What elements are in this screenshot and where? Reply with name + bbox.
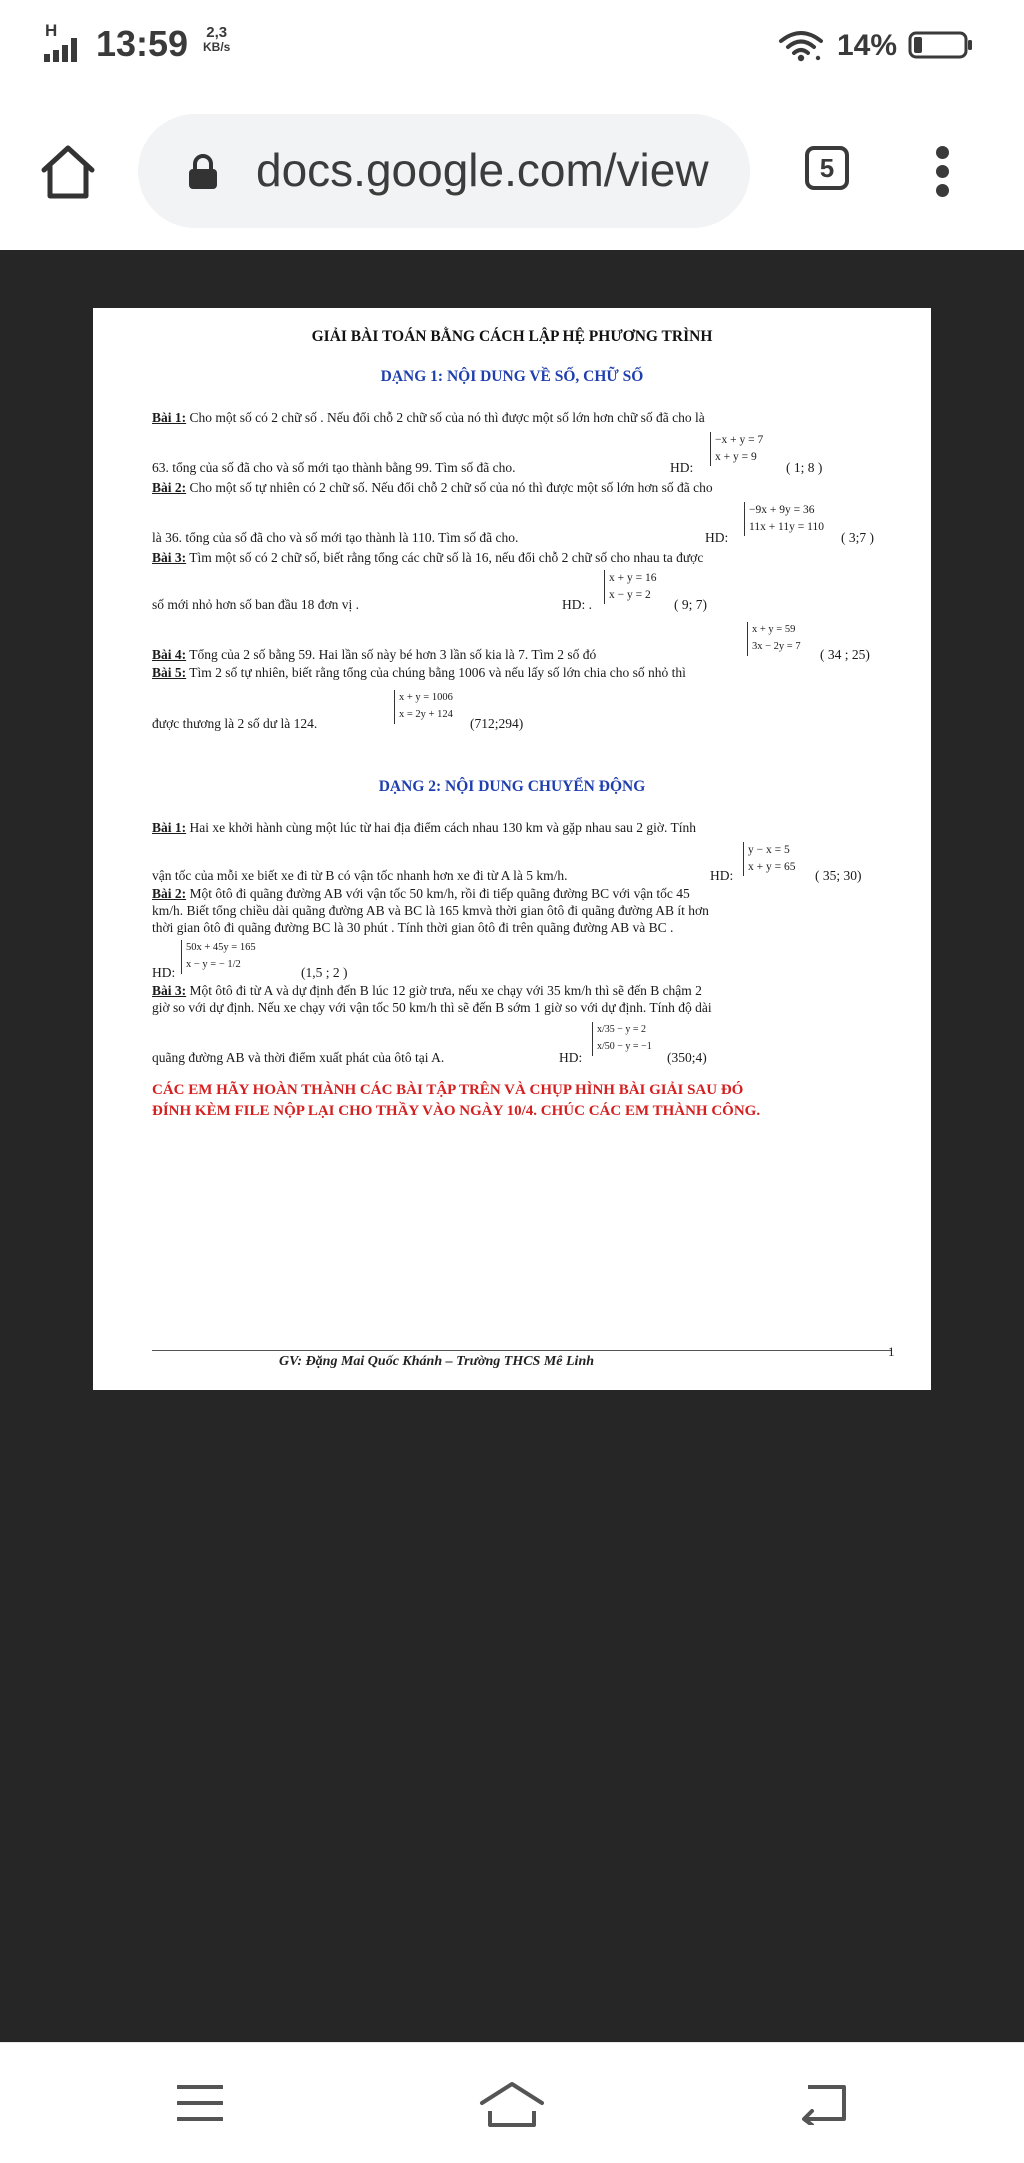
s2-bai3-line1: Bài 3: Một ôtô đi từ A và dự định đến B lúc 12 giờ trưa, nếu xe chạy với 35 km/h thì sẽ đến B chậm 2: [152, 983, 702, 998]
s2-bai2-line2: km/h. Biết tổng chiều dài quãng đường AB và BC là 165 kmvà thời gian ôtô đi quãng đường AB ít hơn: [152, 903, 709, 918]
section-2-title: DẠNG 2: NỘI DUNG CHUYỂN ĐỘNG: [378, 778, 646, 795]
s1-bai1-answer: ( 1; 8 ): [786, 460, 823, 475]
s2-bai2-hd: HD:: [152, 965, 176, 980]
home-icon[interactable]: [478, 2081, 546, 2129]
battery-percent: 14%: [837, 29, 898, 62]
note-line-1: CÁC EM HÃY HOÀN THÀNH CÁC BÀI TẬP TRÊN VÀ CHỤP HÌNH BÀI GIẢI SAU ĐÓ: [152, 1082, 744, 1098]
network-speed: [203, 25, 230, 55]
s1-bai5-answer: (712;294): [470, 716, 524, 731]
s2-bai2-line3: thời gian ôtô đi quãng đường BC là 30 phút . Tính thời gian ôtô đi trên quãng đường AB và BC .: [152, 920, 674, 935]
s1-bai1-line2: 63. tổng của số đã cho và số mới tạo thành bằng 99. Tìm số đã cho.: [152, 460, 516, 475]
s2-bai2-line1: Bài 2: Một ôtô đi quãng đường AB với vận tốc 50 km/h, rồi đi tiếp quãng đường BC với vận tốc 45: [152, 886, 690, 901]
s2-bai1-line2: vận tốc của mỗi xe biết xe đi từ B có vận tốc nhanh hơn xe đi từ A là 5 km/h.: [152, 868, 568, 883]
home-icon[interactable]: [38, 142, 98, 202]
document-viewer[interactable]: [0, 250, 1024, 2042]
browser-toolbar: [0, 92, 1024, 250]
s1-bai3-line2: số mới nhỏ hơn số ban đầu 18 đơn vị .: [152, 597, 360, 612]
s1-bai1-line1: Bài 1: Cho một số có 2 chữ số . Nếu đổi chỗ 2 chữ số của nó thì được một số lớn hơn chữ số đã cho là: [152, 410, 705, 425]
s2-bai3-line3: quãng đường AB và thời điểm xuất phát của ôtô tại A.: [152, 1050, 445, 1065]
document-title: GIẢI BÀI TOÁN BẰNG CÁCH LẬP HỆ PHƯƠNG TRÌNH: [311, 328, 713, 345]
s1-bai2-system: −9x + 9y = 36 11x + 11y = 110: [744, 502, 824, 536]
s1-bai3-hd: HD: .: [562, 597, 592, 612]
s2-bai1-system: y − x = 5 x + y = 65: [743, 842, 795, 876]
s2-bai3-line2: giờ so với dự định. Nếu xe chạy với vận tốc 50 km/h thì sẽ đến B sớm 1 giờ so với dự định. Tính độ dài: [152, 1000, 712, 1015]
navigation-bar: [0, 2042, 1024, 2163]
s1-bai3-system: x + y = 16 x − y = 2: [604, 570, 656, 604]
s1-bai1-hd: HD:: [670, 460, 694, 475]
s1-bai3-line1: Bài 3: Tìm một số có 2 chữ số, biết rằng tổng các chữ số là 16, nếu đổi chỗ 2 chữ số cho nhau ta được: [152, 550, 704, 565]
s2-bai2-answer: (1,5 ; 2 ): [301, 965, 348, 980]
s1-bai3-answer: ( 9; 7): [674, 597, 707, 612]
section-1-title: DẠNG 1: NỘI DUNG VỀ SỐ, CHỮ SỐ: [380, 368, 644, 385]
speed-unit: KB/s: [203, 40, 231, 54]
battery-icon: [908, 31, 974, 59]
s2-bai3-answer: (350;4): [667, 1050, 707, 1065]
note-line-2: ĐÍNH KÈM FILE NỘP LẠI CHO THẦY VÀO NGÀY 10/4. CHÚC CÁC EM THÀNH CÔNG.: [152, 1103, 761, 1119]
menu-icon[interactable]: [175, 2081, 225, 2125]
document-page[interactable]: [93, 308, 931, 1390]
signal-icon: [44, 22, 88, 64]
s1-bai5-system: x + y = 1006 x = 2y + 124: [394, 690, 453, 724]
url-bar[interactable]: [138, 114, 750, 228]
s2-bai3-hd: HD:: [559, 1050, 583, 1065]
s1-bai4-answer: ( 34 ; 25): [820, 647, 870, 662]
footer-divider: [152, 1350, 892, 1351]
back-icon[interactable]: [798, 2081, 848, 2125]
s1-bai5-line2: được thương là 2 số dư là 124.: [152, 716, 318, 731]
s1-bai2-answer: ( 3;7 ): [841, 530, 874, 545]
page-number: 1: [888, 1344, 895, 1359]
clock: 13:59: [96, 23, 189, 64]
s2-bai1-answer: ( 35; 30): [815, 868, 862, 883]
s1-bai2-hd: HD:: [705, 530, 729, 545]
more-vert-icon[interactable]: [928, 142, 958, 202]
s2-bai2-system: 50x + 45y = 165 x − y = − 1/2: [181, 940, 256, 974]
speed-value: 2,3: [206, 24, 228, 41]
s1-bai4-line1: Bài 4: Tổng của 2 số bằng 59. Hai lần số này bé hơn 3 lần số kia là 7. Tìm 2 số đó: [152, 647, 597, 662]
s1-bai4-system: x + y = 59 3x − 2y = 7: [747, 622, 801, 656]
s1-bai1-system: −x + y = 7 x + y = 9: [710, 432, 763, 466]
status-bar: [0, 0, 1024, 92]
s2-bai1-line1: Bài 1: Hai xe khởi hành cùng một lúc từ hai địa điểm cách nhau 130 km và gặp nhau sau 2 giờ. Tính: [152, 820, 696, 835]
s2-bai1-hd: HD:: [710, 868, 734, 883]
s1-bai2-line1: Bài 2: Cho một số tự nhiên có 2 chữ số. Nếu đổi chỗ 2 chữ số của nó thì được một số lớn hơn số đã cho: [152, 480, 713, 495]
s1-bai5-line1: Bài 5: Tìm 2 số tự nhiên, biết rằng tổng của chúng bằng 1006 và nếu lấy số lớn chia cho số nhỏ thì: [152, 665, 686, 680]
lock-icon: [188, 154, 218, 190]
wifi-icon: [778, 30, 824, 62]
s2-bai3-system: x/35 − y = 2 x/50 − y = −1: [592, 1022, 652, 1056]
s1-bai2-line2: là 36. tổng của số đã cho và số mới tạo thành là 110. Tìm số đã cho.: [152, 530, 519, 545]
network-type: H: [45, 21, 58, 40]
document-footer: GV: Đặng Mai Quốc Khánh – Trường THCS Mê Linh: [279, 1354, 595, 1369]
url-text[interactable]: docs.google.com/view: [256, 144, 709, 196]
tabs-button[interactable]: 5: [805, 146, 849, 190]
